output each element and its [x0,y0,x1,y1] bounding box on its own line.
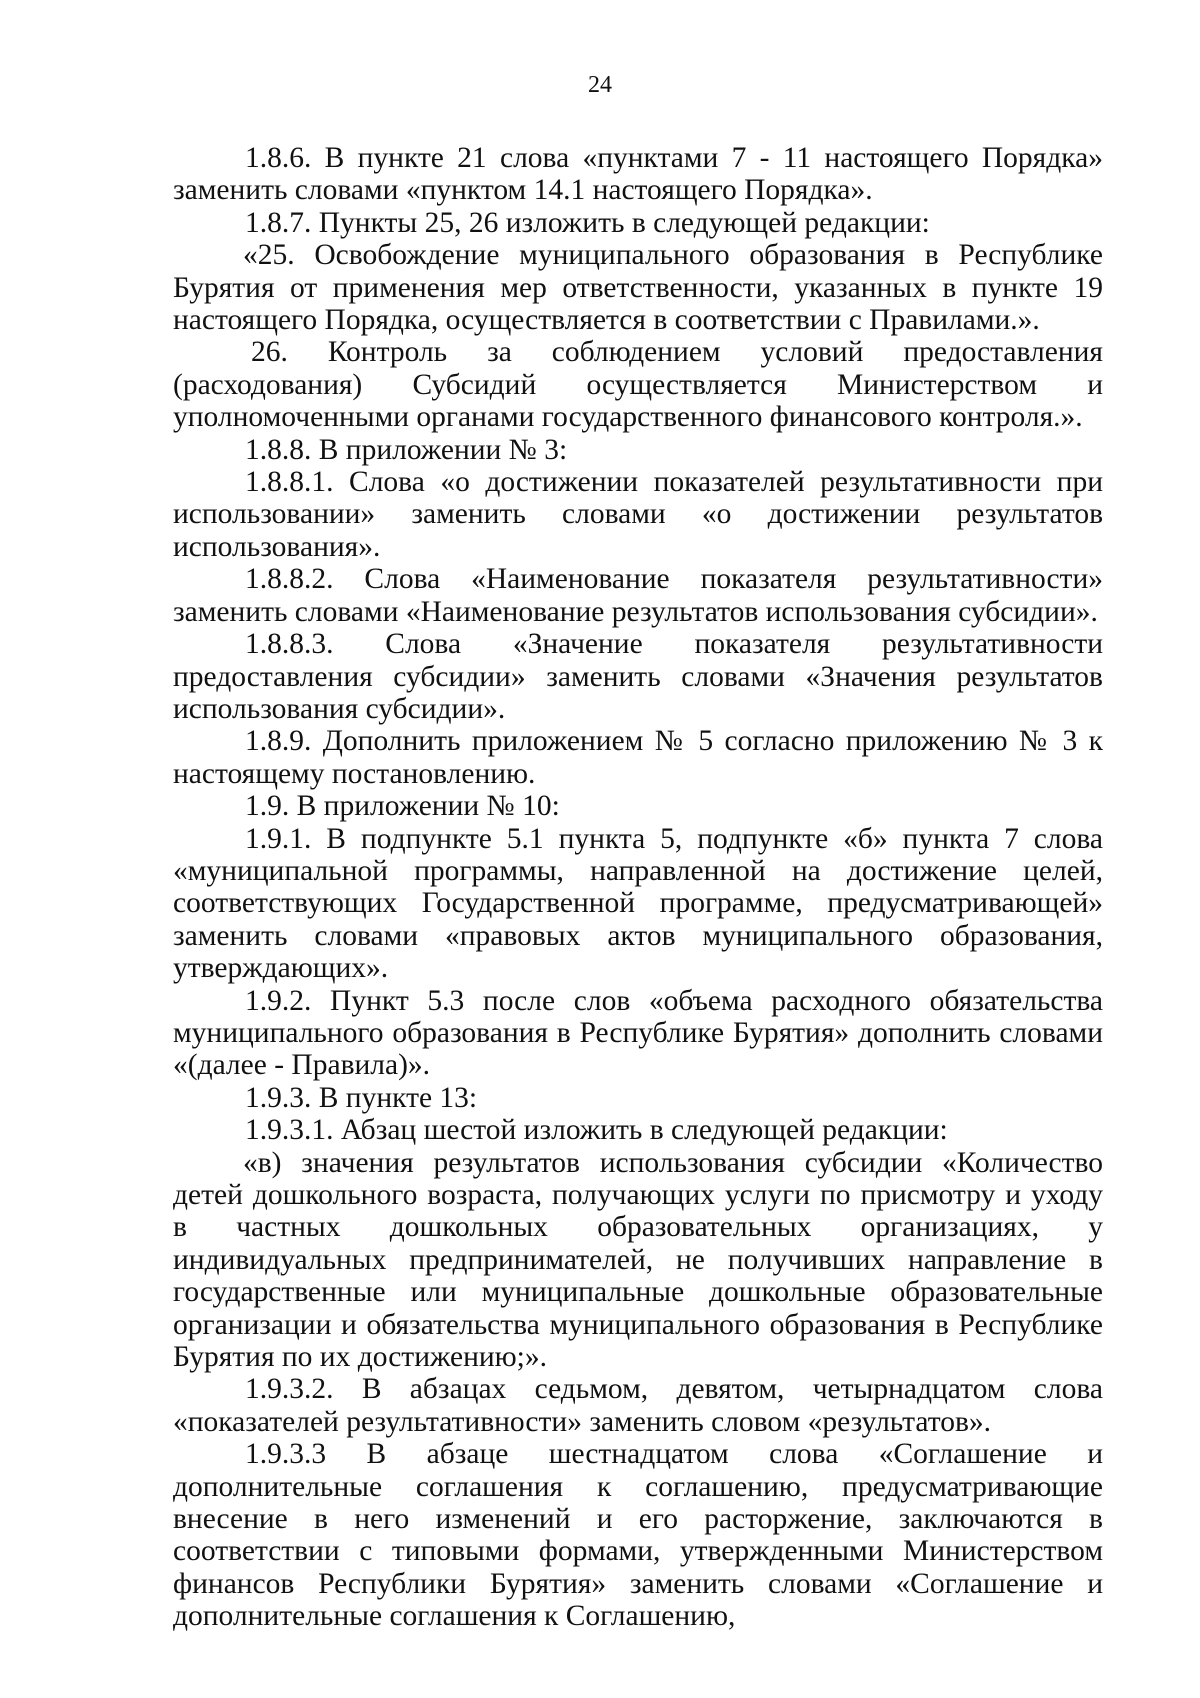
paragraph-quote-26: 26. Контроль за соблюдением условий предоставления (расходования) Субсидий осуществляется Министерством и уполномоченными органами государственного финансового контроля.». [173,336,1103,434]
paragraph-1-9-2: 1.9.2. Пункт 5.3 после слов «объема расходного обязательства муниципального образования в Республике Бурятия» дополнить словами «(далее - Правила)». [173,984,1103,1082]
paragraph-1-8-8: 1.8.8. В приложении № 3: [245,433,568,466]
paragraph-1-9-3-3: 1.9.3.3 В абзаце шестнадцатом слова «Соглашение и дополнительные соглашения к соглашению, предусматривающие внесение в него изменений и его расторжение, заключаются в соответствии с типовыми формами, утвержденными Министерством финансов Республики Бурятия» заменить словами «Соглашение и дополнительные соглашения к Соглашению, [173,1438,1103,1633]
paragraph-1-9-3: 1.9.3. В пункте 13: [245,1081,478,1114]
paragraph-1-8-8-2: 1.8.8.2. Слова «Наименование показателя результативности» заменить словами «Наименование результатов использования субсидии». [173,563,1103,628]
page-number: 24 [588,72,612,98]
paragraph-1-9: 1.9. В приложении № 10: [245,790,560,823]
paragraph-1-8-8-1: 1.8.8.1. Слова «о достижении показателей результативности при использовании» заменить словами «о достижении результатов использования». [173,466,1103,563]
paragraph-1-9-3-1: 1.9.3.1. Абзац шестой изложить в следующей редакции: [245,1114,948,1147]
paragraph-1-9-1: 1.9.1. В подпункте 5.1 пункта 5, подпункте «б» пункта 7 слова «муниципальной программы, направленной на достижение целей, соответствующих Государственной программе, предусматривающей» заменить словами «правовых актов муниципального образования, утверждающих». [173,822,1103,985]
paragraph-1-8-8-3: 1.8.8.3. Слова «Значение показателя результативности предоставления субсидии» заменить словами «Значения результатов использования субсидии». [173,628,1103,725]
paragraph-quote-v: «в) значения результатов использования субсидии «Количество детей дошкольного возраста, получающих услуги по присмотру и уходу в частных дошкольных образовательных организациях, у индивидуальных предпринимателей, не получивших направление в государственные или муниципальные дошкольные образовательные организации и обязательства муниципального образования в Республике Бурятия по их достижению;». [173,1146,1103,1374]
paragraph-1-8-9: 1.8.9. Дополнить приложением № 5 согласно приложению № 3 к настоящему постановлению. [173,725,1103,790]
paragraph-1-9-3-2: 1.9.3.2. В абзацах седьмом, девятом, четырнадцатом слова «показателей результативности» заменить словом «результатов». [173,1373,1103,1438]
document-body [173,142,1103,1633]
paragraph-quote-25: «25. Освобождение муниципального образования в Республике Бурятия от применения мер ответственности, указанных в пункте 19 настоящего Порядка, осуществляется в соответствии с Правилами.». [173,239,1103,337]
paragraph-1-8-7: 1.8.7. Пункты 25, 26 изложить в следующей редакции: [245,206,930,239]
paragraph-1-8-6: 1.8.6. В пункте 21 слова «пунктами 7 - 11 настоящего Порядка» заменить словами «пунктом 14.1 настоящего Порядка». [173,142,1103,207]
